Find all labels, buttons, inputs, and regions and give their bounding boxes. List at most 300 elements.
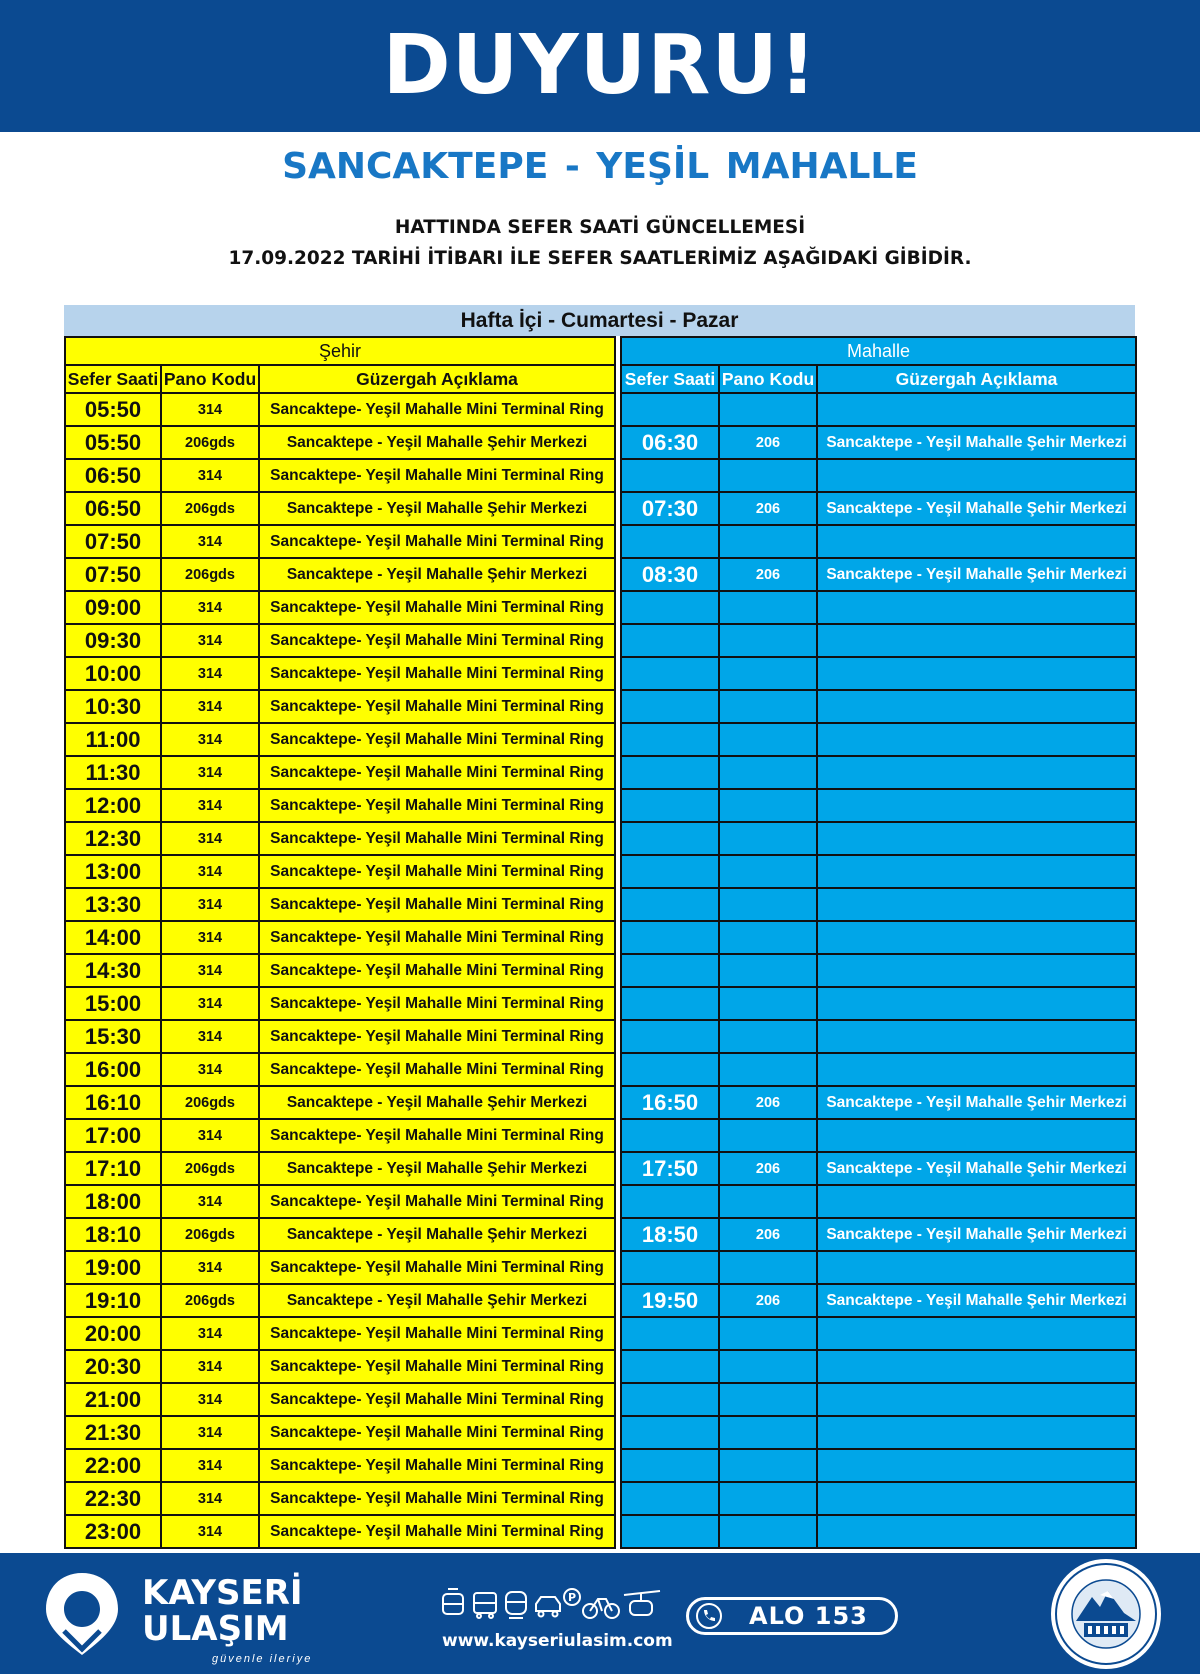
board-code: [719, 921, 817, 954]
board-code: 314: [161, 888, 259, 921]
route-description: Sancaktepe- Yeşil Mahalle Mini Terminal Ring: [259, 1449, 615, 1482]
tram-icon: [443, 1589, 463, 1614]
route-description: Sancaktepe- Yeşil Mahalle Mini Terminal Ring: [259, 855, 615, 888]
neighborhood-schedule-table: [620, 336, 1137, 1549]
route-description: [817, 723, 1136, 756]
departure-time: 05:50: [65, 393, 161, 426]
route-description: [817, 855, 1136, 888]
departure-time: 16:50: [621, 1086, 719, 1119]
neighborhood-schedule-row: [621, 1482, 1136, 1515]
column-header-code: Pano Kodu: [161, 365, 259, 393]
departure-time: 12:00: [65, 789, 161, 822]
neighborhood-schedule-row: [621, 492, 1136, 525]
departure-time: 07:50: [65, 525, 161, 558]
route-description: Sancaktepe- Yeşil Mahalle Mini Terminal Ring: [259, 1515, 615, 1548]
route-description: Sancaktepe- Yeşil Mahalle Mini Terminal Ring: [259, 987, 615, 1020]
board-code: 206gds: [161, 426, 259, 459]
city-schedule-row: [65, 459, 615, 492]
board-code: 314: [161, 1185, 259, 1218]
board-code: [719, 393, 817, 426]
board-code: 206: [719, 1152, 817, 1185]
board-code: 314: [161, 393, 259, 426]
neighborhood-schedule-row: [621, 459, 1136, 492]
route-description: Sancaktepe - Yeşil Mahalle Şehir Merkezi: [817, 558, 1136, 591]
board-code: 314: [161, 1416, 259, 1449]
city-schedule-table: [64, 336, 616, 1549]
route-description: Sancaktepe- Yeşil Mahalle Mini Terminal Ring: [259, 1416, 615, 1449]
route-description: Sancaktepe- Yeşil Mahalle Mini Terminal Ring: [259, 756, 615, 789]
departure-time: [621, 888, 719, 921]
route-description: [817, 1053, 1136, 1086]
departure-time: 18:00: [65, 1185, 161, 1218]
route-description: Sancaktepe - Yeşil Mahalle Şehir Merkezi: [259, 1218, 615, 1251]
city-schedule-row: [65, 1317, 615, 1350]
route-description: [817, 1119, 1136, 1152]
city-schedule-row: [65, 1152, 615, 1185]
update-notice-line1: HATTINDA SEFER SAATİ GÜNCELLEMESİ: [394, 217, 806, 238]
board-code: [719, 1482, 817, 1515]
departure-time: 22:30: [65, 1482, 161, 1515]
route-description: [817, 822, 1136, 855]
departure-time: 16:00: [65, 1053, 161, 1086]
board-code: 206gds: [161, 1218, 259, 1251]
board-code: 314: [161, 954, 259, 987]
route-description: Sancaktepe- Yeşil Mahalle Mini Terminal Ring: [259, 525, 615, 558]
parking-icon: [564, 1589, 580, 1605]
departure-time: [621, 657, 719, 690]
board-code: 314: [161, 1053, 259, 1086]
metro-icon: [506, 1592, 526, 1618]
route-description: Sancaktepe - Yeşil Mahalle Şehir Merkezi: [259, 558, 615, 591]
departure-time: 18:50: [621, 1218, 719, 1251]
route-description: [817, 459, 1136, 492]
departure-time: 06:30: [621, 426, 719, 459]
city-schedule-row: [65, 1119, 615, 1152]
neighborhood-schedule-row: [621, 987, 1136, 1020]
neighborhood-schedule-row: [621, 1152, 1136, 1185]
neighborhood-schedule-row: [621, 1053, 1136, 1086]
neighborhood-schedule-row: [621, 558, 1136, 591]
board-code: 314: [161, 459, 259, 492]
neighborhood-schedule-row: [621, 1416, 1136, 1449]
neighborhood-schedule-row: [621, 1218, 1136, 1251]
route-description: [817, 987, 1136, 1020]
departure-time: 09:00: [65, 591, 161, 624]
route-description: [817, 393, 1136, 426]
departure-time: 17:10: [65, 1152, 161, 1185]
route-description: Sancaktepe - Yeşil Mahalle Şehir Merkezi: [259, 1086, 615, 1119]
departure-time: [621, 1383, 719, 1416]
city-schedule-row: [65, 1218, 615, 1251]
city-schedule-row: [65, 1515, 615, 1548]
board-code: [719, 789, 817, 822]
departure-time: 06:50: [65, 492, 161, 525]
board-code: [719, 723, 817, 756]
board-code: 206gds: [161, 1086, 259, 1119]
route-description: Sancaktepe - Yeşil Mahalle Şehir Merkezi: [817, 1086, 1136, 1119]
route-description: Sancaktepe- Yeşil Mahalle Mini Terminal Ring: [259, 723, 615, 756]
city-schedule-row: [65, 624, 615, 657]
column-header-code: Pano Kodu: [719, 365, 817, 393]
board-code: 314: [161, 1482, 259, 1515]
board-code: 206: [719, 558, 817, 591]
neighborhood-schedule-row: [621, 822, 1136, 855]
departure-time: 05:50: [65, 426, 161, 459]
city-schedule-row: [65, 987, 615, 1020]
hotline-number: ALO 153: [749, 1602, 868, 1630]
board-code: 314: [161, 1449, 259, 1482]
neighborhood-schedule-row: [621, 393, 1136, 426]
departure-time: [621, 1416, 719, 1449]
board-code: [719, 987, 817, 1020]
departure-time: 13:30: [65, 888, 161, 921]
neighborhood-schedule-row: [621, 1350, 1136, 1383]
board-code: 314: [161, 690, 259, 723]
phone-icon: [695, 1602, 723, 1630]
footer: [0, 1553, 1200, 1674]
neighborhood-schedule-row: [621, 789, 1136, 822]
route-description: Sancaktepe - Yeşil Mahalle Şehir Merkezi: [259, 492, 615, 525]
departure-time: 21:30: [65, 1416, 161, 1449]
board-code: 206gds: [161, 558, 259, 591]
city-schedule-row: [65, 1086, 615, 1119]
board-code: [719, 1449, 817, 1482]
departure-time: [621, 723, 719, 756]
neighborhood-schedule-row: [621, 591, 1136, 624]
city-schedule-row: [65, 1416, 615, 1449]
departure-time: [621, 1515, 719, 1548]
neighborhood-schedule-row: [621, 1251, 1136, 1284]
board-code: [719, 459, 817, 492]
route-description: [817, 525, 1136, 558]
board-code: 206gds: [161, 492, 259, 525]
board-code: [719, 1053, 817, 1086]
departure-time: 14:00: [65, 921, 161, 954]
city-schedule-row: [65, 756, 615, 789]
route-description: Sancaktepe- Yeşil Mahalle Mini Terminal Ring: [259, 1020, 615, 1053]
route-description: Sancaktepe- Yeşil Mahalle Mini Terminal Ring: [259, 789, 615, 822]
city-schedule-row: [65, 1449, 615, 1482]
board-code: [719, 888, 817, 921]
city-schedule-row: [65, 525, 615, 558]
route-description: [817, 1350, 1136, 1383]
column-header-time: Sefer Saati: [65, 365, 161, 393]
departure-time: 17:00: [65, 1119, 161, 1152]
departure-time: [621, 1185, 719, 1218]
board-code: 314: [161, 1020, 259, 1053]
route-description: Sancaktepe- Yeşil Mahalle Mini Terminal Ring: [259, 1482, 615, 1515]
departure-time: [621, 1053, 719, 1086]
board-code: 314: [161, 921, 259, 954]
bicycle-icon: [583, 1599, 619, 1618]
city-schedule-row: [65, 1185, 615, 1218]
departure-time: 11:30: [65, 756, 161, 789]
city-schedule-row: [65, 1383, 615, 1416]
board-code: [719, 1317, 817, 1350]
route-description: Sancaktepe- Yeşil Mahalle Mini Terminal Ring: [259, 1317, 615, 1350]
route-description: [817, 756, 1136, 789]
board-code: [719, 1416, 817, 1449]
route-description: [817, 591, 1136, 624]
board-code: [719, 1383, 817, 1416]
departure-time: [621, 756, 719, 789]
city-schedule-row: [65, 723, 615, 756]
route-description: Sancaktepe - Yeşil Mahalle Şehir Merkezi: [817, 1218, 1136, 1251]
departure-time: [621, 987, 719, 1020]
municipality-seal-icon: [1046, 1557, 1166, 1671]
neighborhood-schedule-row: [621, 1185, 1136, 1218]
city-schedule-row: [65, 954, 615, 987]
route-description: Sancaktepe- Yeşil Mahalle Mini Terminal Ring: [259, 657, 615, 690]
departure-time: [621, 624, 719, 657]
neighborhood-schedule-row: [621, 1020, 1136, 1053]
board-code: 206gds: [161, 1152, 259, 1185]
city-schedule-row: [65, 822, 615, 855]
route-description: Sancaktepe- Yeşil Mahalle Mini Terminal Ring: [259, 459, 615, 492]
route-description: [817, 1482, 1136, 1515]
route-description: [817, 1449, 1136, 1482]
board-code: 314: [161, 1350, 259, 1383]
route-title: SANCAKTEPE - YEŞİL MAHALLE: [282, 146, 918, 187]
route-description: Sancaktepe - Yeşil Mahalle Şehir Merkezi: [817, 1152, 1136, 1185]
hotline-badge[interactable]: [686, 1597, 898, 1635]
neighborhood-schedule-row: [621, 525, 1136, 558]
city-schedule-row: [65, 393, 615, 426]
neighborhood-schedule-row: [621, 1284, 1136, 1317]
departure-time: 18:10: [65, 1218, 161, 1251]
route-description: [817, 1515, 1136, 1548]
board-code: 314: [161, 855, 259, 888]
departure-time: [621, 1449, 719, 1482]
city-schedule-row: [65, 657, 615, 690]
board-code: 206: [719, 492, 817, 525]
city-schedule-row: [65, 1020, 615, 1053]
departure-time: 21:00: [65, 1383, 161, 1416]
city-group-header: Şehir: [65, 337, 615, 365]
departure-time: [621, 1482, 719, 1515]
neighborhood-schedule-row: [621, 723, 1136, 756]
location-pin-logo-icon: [42, 1569, 122, 1659]
city-schedule-row: [65, 1053, 615, 1086]
route-description: Sancaktepe- Yeşil Mahalle Mini Terminal Ring: [259, 591, 615, 624]
departure-time: [621, 789, 719, 822]
announcement-title: DUYURU!: [382, 18, 818, 113]
svg-text:P: P: [568, 1591, 577, 1604]
route-description: Sancaktepe - Yeşil Mahalle Şehir Merkezi: [259, 1152, 615, 1185]
route-description: Sancaktepe- Yeşil Mahalle Mini Terminal Ring: [259, 1251, 615, 1284]
bus-icon: [474, 1593, 496, 1618]
route-description: [817, 657, 1136, 690]
board-code: [719, 756, 817, 789]
board-code: 314: [161, 1317, 259, 1350]
city-schedule-row: [65, 1350, 615, 1383]
departure-time: 19:10: [65, 1284, 161, 1317]
departure-time: [621, 1251, 719, 1284]
route-description: Sancaktepe- Yeşil Mahalle Mini Terminal Ring: [259, 690, 615, 723]
departure-time: 10:00: [65, 657, 161, 690]
board-code: [719, 1515, 817, 1548]
departure-time: 20:30: [65, 1350, 161, 1383]
departure-time: 07:50: [65, 558, 161, 591]
route-description: [817, 1185, 1136, 1218]
neighborhood-schedule-row: [621, 954, 1136, 987]
departure-time: 17:50: [621, 1152, 719, 1185]
city-schedule-row: [65, 1482, 615, 1515]
route-description: [817, 1251, 1136, 1284]
board-code: 206: [719, 1086, 817, 1119]
departure-time: 20:00: [65, 1317, 161, 1350]
route-description: [817, 954, 1136, 987]
departure-time: 11:00: [65, 723, 161, 756]
departure-time: 06:50: [65, 459, 161, 492]
route-description: [817, 624, 1136, 657]
route-description: [817, 1383, 1136, 1416]
route-description: Sancaktepe - Yeşil Mahalle Şehir Merkezi: [259, 1284, 615, 1317]
board-code: 206: [719, 1284, 817, 1317]
brand-tagline: güvenle ileriye: [212, 1653, 313, 1665]
board-code: 206: [719, 426, 817, 459]
route-description: Sancaktepe - Yeşil Mahalle Şehir Merkezi: [817, 1284, 1136, 1317]
departure-time: [621, 591, 719, 624]
city-schedule-row: [65, 888, 615, 921]
departure-time: 22:00: [65, 1449, 161, 1482]
city-schedule-row: [65, 1251, 615, 1284]
column-header-time: Sefer Saati: [621, 365, 719, 393]
neighborhood-schedule-row: [621, 1449, 1136, 1482]
route-description: Sancaktepe- Yeşil Mahalle Mini Terminal Ring: [259, 1119, 615, 1152]
board-code: [719, 855, 817, 888]
neighborhood-schedule-row: [621, 1515, 1136, 1548]
board-code: [719, 1350, 817, 1383]
website-link[interactable]: www.kayseriulasim.com: [442, 1631, 673, 1651]
route-description: Sancaktepe- Yeşil Mahalle Mini Terminal Ring: [259, 393, 615, 426]
departure-time: [621, 393, 719, 426]
departure-time: 13:00: [65, 855, 161, 888]
city-schedule-row: [65, 921, 615, 954]
route-description: Sancaktepe- Yeşil Mahalle Mini Terminal Ring: [259, 624, 615, 657]
cable-car-icon: [624, 1591, 660, 1615]
board-code: [719, 1020, 817, 1053]
neighborhood-schedule-row: [621, 888, 1136, 921]
update-notice: [0, 212, 1200, 274]
departure-time: [621, 1350, 719, 1383]
departure-time: [621, 1119, 719, 1152]
neighborhood-schedule-row: [621, 426, 1136, 459]
city-schedule-row: [65, 1284, 615, 1317]
transport-icons: [440, 1587, 662, 1621]
update-notice-line2: 17.09.2022 TARİHİ İTİBARI İLE SEFER SAATLERİMİZ AŞAĞIDAKİ GİBİDİR.: [228, 248, 972, 269]
route-description: [817, 1416, 1136, 1449]
route-description: [817, 789, 1136, 822]
departure-time: [621, 954, 719, 987]
departure-time: [621, 525, 719, 558]
city-schedule-row: [65, 426, 615, 459]
departure-time: 19:50: [621, 1284, 719, 1317]
board-code: 206gds: [161, 1284, 259, 1317]
route-description: Sancaktepe- Yeşil Mahalle Mini Terminal Ring: [259, 822, 615, 855]
board-code: [719, 1185, 817, 1218]
city-schedule-row: [65, 855, 615, 888]
city-schedule-row: [65, 492, 615, 525]
departure-time: [621, 921, 719, 954]
neighborhood-schedule-row: [621, 1086, 1136, 1119]
departure-time: 12:30: [65, 822, 161, 855]
route-description: Sancaktepe - Yeşil Mahalle Şehir Merkezi: [817, 426, 1136, 459]
neighborhood-schedule-row: [621, 624, 1136, 657]
board-code: 314: [161, 789, 259, 822]
brand-line1: KAYSERİ: [142, 1573, 303, 1613]
neighborhood-schedule-row: [621, 1119, 1136, 1152]
departure-time: [621, 1317, 719, 1350]
neighborhood-schedule-row: [621, 657, 1136, 690]
board-code: [719, 1251, 817, 1284]
board-code: [719, 1119, 817, 1152]
car-icon: [536, 1597, 560, 1617]
route-description: Sancaktepe- Yeşil Mahalle Mini Terminal Ring: [259, 1185, 615, 1218]
route-description: Sancaktepe - Yeşil Mahalle Şehir Merkezi: [259, 426, 615, 459]
departure-time: 19:00: [65, 1251, 161, 1284]
board-code: [719, 525, 817, 558]
city-schedule-row: [65, 789, 615, 822]
city-schedule-row: [65, 591, 615, 624]
route-description: Sancaktepe- Yeşil Mahalle Mini Terminal Ring: [259, 1053, 615, 1086]
route-description: Sancaktepe- Yeşil Mahalle Mini Terminal Ring: [259, 1350, 615, 1383]
brand-name: [142, 1575, 303, 1647]
schedule-period: Hafta İçi - Cumartesi - Pazar: [64, 305, 1135, 336]
board-code: 314: [161, 525, 259, 558]
neighborhood-schedule-row: [621, 855, 1136, 888]
neighborhood-group-header: Mahalle: [621, 337, 1136, 365]
column-header-route: Güzergah Açıklama: [259, 365, 615, 393]
board-code: [719, 954, 817, 987]
route-description: [817, 1317, 1136, 1350]
board-code: 314: [161, 657, 259, 690]
departure-time: 07:30: [621, 492, 719, 525]
announcement-banner: [0, 0, 1200, 132]
departure-time: 23:00: [65, 1515, 161, 1548]
board-code: 206: [719, 1218, 817, 1251]
route-description: [817, 888, 1136, 921]
departure-time: 14:30: [65, 954, 161, 987]
brand-line2: ULAŞIM: [142, 1609, 289, 1649]
route-description: Sancaktepe- Yeşil Mahalle Mini Terminal Ring: [259, 921, 615, 954]
board-code: 314: [161, 756, 259, 789]
neighborhood-schedule-row: [621, 1317, 1136, 1350]
neighborhood-schedule-row: [621, 1383, 1136, 1416]
neighborhood-schedule-row: [621, 690, 1136, 723]
board-code: [719, 657, 817, 690]
departure-time: [621, 459, 719, 492]
route-description: Sancaktepe - Yeşil Mahalle Şehir Merkezi: [817, 492, 1136, 525]
board-code: 314: [161, 1383, 259, 1416]
city-schedule-row: [65, 690, 615, 723]
board-code: 314: [161, 822, 259, 855]
board-code: 314: [161, 591, 259, 624]
board-code: 314: [161, 1119, 259, 1152]
route-description: [817, 690, 1136, 723]
city-schedule-row: [65, 558, 615, 591]
departure-time: [621, 690, 719, 723]
board-code: 314: [161, 624, 259, 657]
route-description: Sancaktepe- Yeşil Mahalle Mini Terminal Ring: [259, 1383, 615, 1416]
neighborhood-schedule-row: [621, 756, 1136, 789]
board-code: 314: [161, 987, 259, 1020]
departure-time: 15:30: [65, 1020, 161, 1053]
column-header-route: Güzergah Açıklama: [817, 365, 1136, 393]
board-code: [719, 591, 817, 624]
route-description: [817, 921, 1136, 954]
departure-time: [621, 822, 719, 855]
